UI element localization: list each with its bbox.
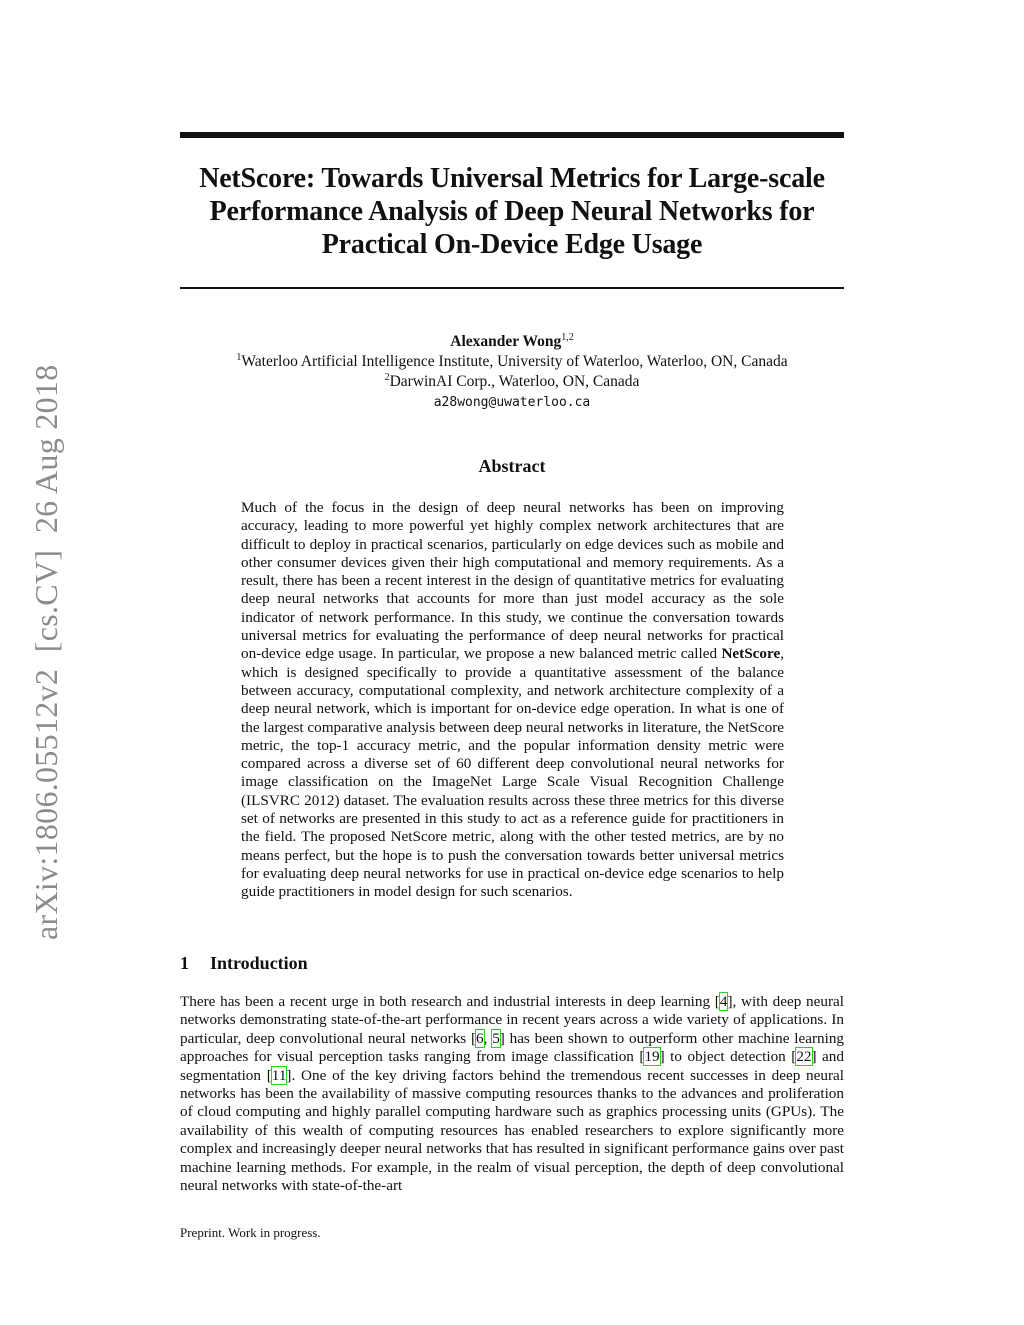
affiliation-2-superscript: 2 xyxy=(384,372,390,383)
intro-text: ] to object detection [ xyxy=(659,1048,797,1066)
author-name: Alexander Wong xyxy=(450,333,562,350)
citation-link[interactable]: 6 xyxy=(476,1029,484,1047)
paper-title xyxy=(180,162,844,261)
affiliation-1-superscript: 1 xyxy=(236,352,242,363)
intro-text: ] has been shown to outperform other machine learning approaches for visual perception tasks ranging from image classification [ xyxy=(180,1029,845,1066)
citation-link[interactable]: 4 xyxy=(719,993,728,1010)
abstract-body xyxy=(241,499,784,902)
author-line xyxy=(180,332,844,352)
section-number: 1 xyxy=(180,953,189,973)
abstract-text-part-1: Much of the focus in the design of deep neural networks has been on improving accuracy, leading to more powerful yet highly complex network architectures that are difficult to deploy in practical scenarios, particularly on edge devices such as mobile and other consumer devices given their high computational and memory requirements. As a result, there has been a recent interest in the design of quantitative metrics for evaluating deep neural networks that accounts for more than just model accuracy as the sole indicator of network performance. In this study, we continue the conversation towards universal metrics for evaluating the performance of deep neural networks for practical on-device edge usage. In particular, we propose a new balanced metric called xyxy=(241,499,784,663)
intro-text: , xyxy=(483,1029,493,1047)
author-block xyxy=(180,332,844,413)
footer-note: Preprint. Work in progress. xyxy=(180,1225,321,1240)
affiliation-2 xyxy=(180,372,844,392)
abstract-bold-term: NetScore xyxy=(721,645,781,663)
section-title: Introduction xyxy=(210,953,308,973)
author-superscript: 1,2 xyxy=(561,332,574,343)
citation-link[interactable]: 22 xyxy=(796,1048,812,1066)
introduction-paragraph xyxy=(180,993,844,1195)
abstract-heading: Abstract xyxy=(478,456,546,476)
title-line-1: NetScore: Towards Universal Metrics for Large-scale xyxy=(199,163,825,194)
title-bottom-rule xyxy=(180,287,844,289)
author-email: a28wong@uwaterloo.ca xyxy=(433,395,591,410)
abstract-text-part-2: , which is designed specifically to provide a quantitative assessment of the balance between accuracy, computational complexity, and network architecture complexity of a deep neural network, which is important for on-device edge operation. In what is one of the largest comparative analysis between deep neural networks in literature, the NetScore metric, the top-1 accuracy metric, and the popular information density metric were compared across a diverse set of 60 different deep convolutional neural networks for image classification on the ImageNet Large Scale Visual Recognition Challenge (ILSVRC 2012) dataset. The evaluation results across these three metrics for this diverse set of networks are presented in this study to act as a reference guide for practitioners in the field. The proposed NetScore metric, along with the other tested metrics, are by no means perfect, but the hope is to push the conversation towards better universal metrics for evaluating deep neural networks for use in practical on-device edge scenarios to help guide practitioners in model design for such scenarios. xyxy=(241,645,784,901)
affiliation-1 xyxy=(180,352,844,372)
citation-link[interactable]: 11 xyxy=(271,1066,287,1084)
author-email-line xyxy=(180,392,844,413)
intro-text: ] and segmentation [ xyxy=(180,1048,844,1084)
affiliation-1-text: Waterloo Artificial Intelligence Institute, University of Waterloo, Waterloo, ON, Canada xyxy=(241,353,788,370)
citation-link[interactable]: 5 xyxy=(492,1029,500,1047)
title-top-rule xyxy=(180,132,844,138)
section-heading-introduction xyxy=(180,953,308,974)
title-line-3: Practical On-Device Edge Usage xyxy=(321,229,703,260)
citation-link[interactable]: 19 xyxy=(644,1048,660,1066)
affiliation-2-text: DarwinAI Corp., Waterloo, ON, Canada xyxy=(389,373,640,390)
title-line-2: Performance Analysis of Deep Neural Networks for xyxy=(209,196,815,227)
intro-text: ], with deep neural networks demonstrating state-of-the-art performance in recent years across a wide variety of applications. In particular, deep convolutional neural networks [ xyxy=(180,993,844,1047)
intro-text: There has been a recent urge in both research and industrial interests in deep learning [ xyxy=(180,993,720,1010)
intro-text: ]. One of the key driving factors behind the tremendous recent successes in deep neural networks has been the availability of massive computing resources thanks to the advances and proliferation of cloud computing and highly parallel computing hardware such as graphics processing units (GPUs). The availability of this wealth of computing resources has enabled researchers to explore significantly more complex and increasingly deeper neural networks that has resulted in significant performance gains over past machine learning methods. For example, in the realm of visual perception, the depth of deep convolutional neural networks with state-of-the-art xyxy=(180,1066,844,1195)
arxiv-sidebar-stamp: arXiv:1806.05512v2 [cs.CV] 26 Aug 2018 xyxy=(28,364,64,940)
